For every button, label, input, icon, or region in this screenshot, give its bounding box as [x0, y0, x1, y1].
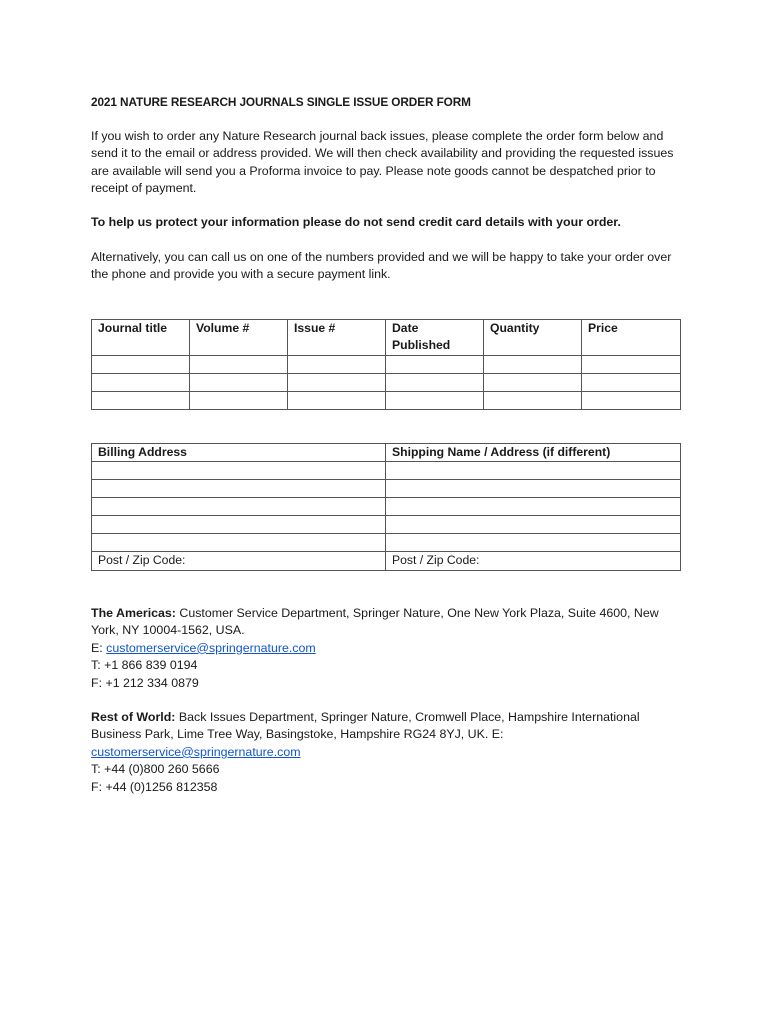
- billing-line-cell[interactable]: [92, 498, 386, 516]
- volume-cell[interactable]: [190, 356, 288, 374]
- address-line-row: [92, 516, 681, 534]
- credit-card-warning: To help us protect your information please do not send credit card details with your order.: [91, 215, 621, 229]
- rest-of-world-address-block: [91, 709, 681, 744]
- col-volume: Volume #: [190, 320, 288, 356]
- journal-title-cell[interactable]: [92, 356, 190, 374]
- rest-of-world-address: Back Issues Department, Springer Nature, Cromwell Place, Hampshire International Business Park, Lime Tree Way, Basingstoke, Hampshire RG24 8YJ, UK. E:: [91, 710, 640, 742]
- journal-title-cell[interactable]: [92, 374, 190, 392]
- billing-line-cell[interactable]: [92, 462, 386, 480]
- americas-contact: [91, 605, 681, 692]
- rest-of-world-phone: T: +44 (0)800 260 5666: [91, 762, 220, 777]
- americas-address-block: [91, 605, 681, 640]
- rest-of-world-label: Rest of World:: [91, 710, 176, 724]
- col-date-published: Date Published: [386, 320, 484, 356]
- americas-email-prefix: E:: [91, 640, 103, 655]
- americas-email-line: [91, 640, 681, 657]
- shipping-zip-code[interactable]: Post / Zip Code:: [386, 552, 681, 570]
- issue-cell[interactable]: [288, 374, 386, 392]
- order-row: [92, 392, 681, 410]
- quantity-cell[interactable]: [484, 356, 582, 374]
- price-cell[interactable]: [582, 374, 681, 392]
- billing-line-cell[interactable]: [92, 534, 386, 552]
- billing-line-cell[interactable]: [92, 480, 386, 498]
- order-row: [92, 374, 681, 392]
- address-line-row: [92, 498, 681, 516]
- order-row: [92, 356, 681, 374]
- address-header-row: [92, 444, 681, 462]
- shipping-address-header: Shipping Name / Address (if different): [386, 444, 681, 462]
- price-cell[interactable]: [582, 356, 681, 374]
- issue-cell[interactable]: [288, 392, 386, 410]
- billing-line-cell[interactable]: [92, 516, 386, 534]
- order-items-table: [91, 319, 681, 410]
- form-title: 2021 NATURE RESEARCH JOURNALS SINGLE ISSUE ORDER FORM: [91, 95, 471, 109]
- price-cell[interactable]: [582, 392, 681, 410]
- issue-cell[interactable]: [288, 356, 386, 374]
- zip-code-row: [92, 552, 681, 570]
- americas-phone: T: +1 866 839 0194: [91, 658, 198, 673]
- phone-order-paragraph: Alternatively, you can call us on one of the numbers provided and we will be happy to take your order over the phone and provide you with a secure payment link.: [91, 250, 672, 282]
- shipping-line-cell[interactable]: [386, 534, 681, 552]
- col-journal-title: Journal title: [92, 320, 190, 356]
- col-price: Price: [582, 320, 681, 356]
- volume-cell[interactable]: [190, 392, 288, 410]
- date-published-cell[interactable]: [386, 374, 484, 392]
- journal-title-cell[interactable]: [92, 392, 190, 410]
- address-table: [91, 443, 681, 571]
- americas-address: Customer Service Department, Springer Nature, One New York Plaza, Suite 4600, New York, NY 10004-1562, USA.: [91, 606, 659, 638]
- shipping-line-cell[interactable]: [386, 498, 681, 516]
- intro-paragraph: If you wish to order any Nature Research journal back issues, please complete the order form below and send it to the email or address provided. We will then check availability and providing the requested issues are available will send you a Proforma invoice to pay. Please note goods cannot be despatched prior to receipt of payment.: [91, 129, 674, 196]
- col-quantity: Quantity: [484, 320, 582, 356]
- rest-of-world-email-line: [91, 744, 681, 761]
- billing-address-header: Billing Address: [92, 444, 386, 462]
- americas-email-link[interactable]: customerservice@springernature.com: [106, 640, 316, 655]
- quantity-cell[interactable]: [484, 392, 582, 410]
- date-published-cell[interactable]: [386, 392, 484, 410]
- volume-cell[interactable]: [190, 374, 288, 392]
- americas-label: The Americas:: [91, 606, 176, 620]
- order-table-header-row: [92, 320, 681, 356]
- rest-of-world-fax: F: +44 (0)1256 812358: [91, 779, 218, 794]
- shipping-line-cell[interactable]: [386, 480, 681, 498]
- col-issue: Issue #: [288, 320, 386, 356]
- address-line-row: [92, 462, 681, 480]
- address-line-row: [92, 534, 681, 552]
- quantity-cell[interactable]: [484, 374, 582, 392]
- address-line-row: [92, 480, 681, 498]
- americas-fax: F: +1 212 334 0879: [91, 675, 199, 690]
- shipping-line-cell[interactable]: [386, 462, 681, 480]
- billing-zip-code[interactable]: Post / Zip Code:: [92, 552, 386, 570]
- date-published-cell[interactable]: [386, 356, 484, 374]
- rest-of-world-contact: [91, 709, 681, 796]
- shipping-line-cell[interactable]: [386, 516, 681, 534]
- rest-of-world-email-link[interactable]: customerservice@springernature.com: [91, 744, 301, 759]
